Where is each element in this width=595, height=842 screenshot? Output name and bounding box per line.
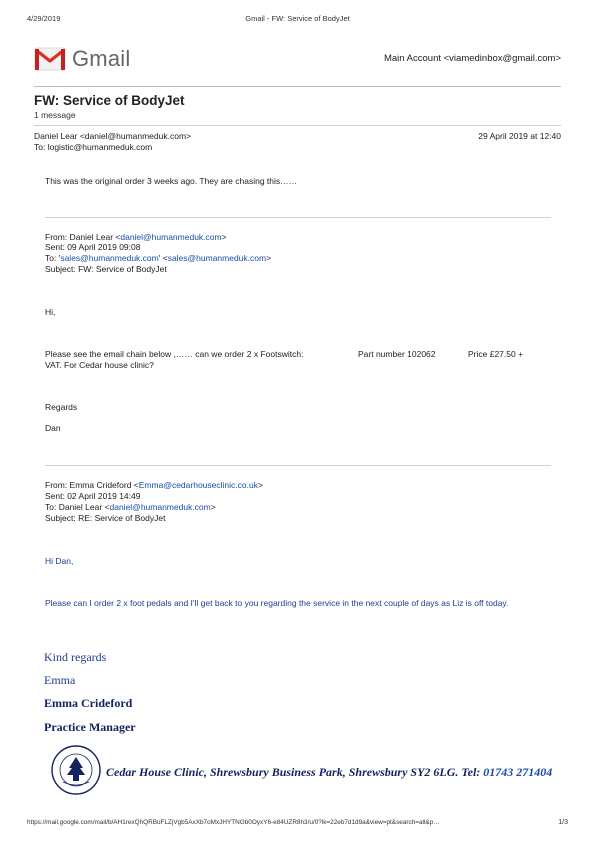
signature-name: Emma Crideford — [44, 696, 133, 710]
subject-divider — [34, 125, 561, 126]
clinic-seal — [50, 744, 102, 796]
gmail-wordmark: Gmail — [72, 46, 131, 71]
thread-subject: FW: Service of BodyJet — [34, 93, 185, 108]
quote-divider-2 — [45, 465, 551, 466]
fw2-greeting: Hi Dan, — [45, 556, 74, 566]
fw1-from: From: Daniel Lear <daniel@humanmeduk.com> — [45, 232, 227, 242]
fw1-price: Price £27.50 + — [468, 349, 524, 359]
fw2-to: To: Daniel Lear <daniel@humanmeduk.com> — [45, 502, 216, 512]
fw2-sent: Sent: 02 April 2019 14:49 — [45, 491, 141, 501]
fw1-to: To: 'sales@humanmeduk.com' <sales@humanmeduk.com> — [45, 253, 272, 263]
fw1-part-number: Part number 102062 — [358, 349, 436, 359]
fw1-line1: Please see the email chain below ,…… can we order 2 x Footswitch: — [45, 349, 304, 359]
message-count: 1 message — [34, 110, 76, 120]
message-date: 29 April 2019 at 12:40 — [478, 131, 561, 141]
signature-role: Practice Manager — [44, 720, 136, 734]
cedar-house-clinic-seal-icon — [50, 744, 102, 796]
fw2-kind-regards: Kind regards — [44, 650, 107, 664]
fw1-to-email-1[interactable]: sales@humanmeduk.com — [60, 253, 159, 263]
print-url: https://mail.google.com/mail/b/AH1rexQhQRBuFLZjVgb5AxXb7oMxJHYTNGb0OyxY6-e84UZR8h3/u/0?ik=22eb7d1d9a&view=pt&search=all&p… — [27, 819, 440, 826]
fw1-sent: Sent: 09 April 2019 09:08 — [45, 242, 141, 252]
fw1-greeting: Hi, — [45, 307, 56, 317]
message-from: Daniel Lear <daniel@humanmeduk.com> — [34, 131, 191, 141]
fw1-regards: Regards — [45, 402, 78, 412]
fw1-from-email[interactable]: daniel@humanmeduk.com — [120, 232, 222, 242]
print-date: 4/29/2019 — [27, 14, 61, 23]
fw2-from: From: Emma Crideford <Emma@cedarhouseclinic.co.uk> — [45, 480, 263, 490]
print-page-number: 1/3 — [558, 819, 568, 826]
fw1-line2: VAT. For Cedar house clinic? — [45, 360, 154, 370]
signature-address: Cedar House Clinic, Shrewsbury Business Park, Shrewsbury SY2 6LG. Tel: 01743 271404 — [106, 765, 553, 779]
signature-phone[interactable]: 01743 271404 — [483, 765, 553, 779]
quote-divider-1 — [45, 217, 551, 218]
fw1-to-email-2[interactable]: sales@humanmeduk.com — [167, 253, 267, 263]
account-label: Main Account <viamedinbox@gmail.com> — [383, 53, 561, 64]
fw1-name: Dan — [45, 423, 61, 433]
fw2-subject: Subject: RE: Service of BodyJet — [45, 513, 166, 523]
message-intro: This was the original order 3 weeks ago. They are chasing this…… — [45, 176, 298, 186]
print-title: Gmail - FW: Service of BodyJet — [245, 14, 350, 23]
fw1-subject: Subject: FW: Service of BodyJet — [45, 264, 167, 274]
fw2-first-name: Emma — [44, 673, 76, 687]
message-to: To: logistic@humanmeduk.com — [34, 142, 153, 152]
gmail-envelope-icon — [34, 47, 66, 71]
gmail-logo[interactable] — [34, 44, 134, 74]
fw2-from-email[interactable]: Emma@cedarhouseclinic.co.uk — [138, 480, 258, 490]
header-divider — [34, 86, 561, 87]
fw2-body: Please can I order 2 x foot pedals and I'll get back to you regarding the service in the next couple of days as Liz is off today. — [45, 598, 509, 608]
fw2-to-email[interactable]: daniel@humanmeduk.com — [109, 502, 211, 512]
